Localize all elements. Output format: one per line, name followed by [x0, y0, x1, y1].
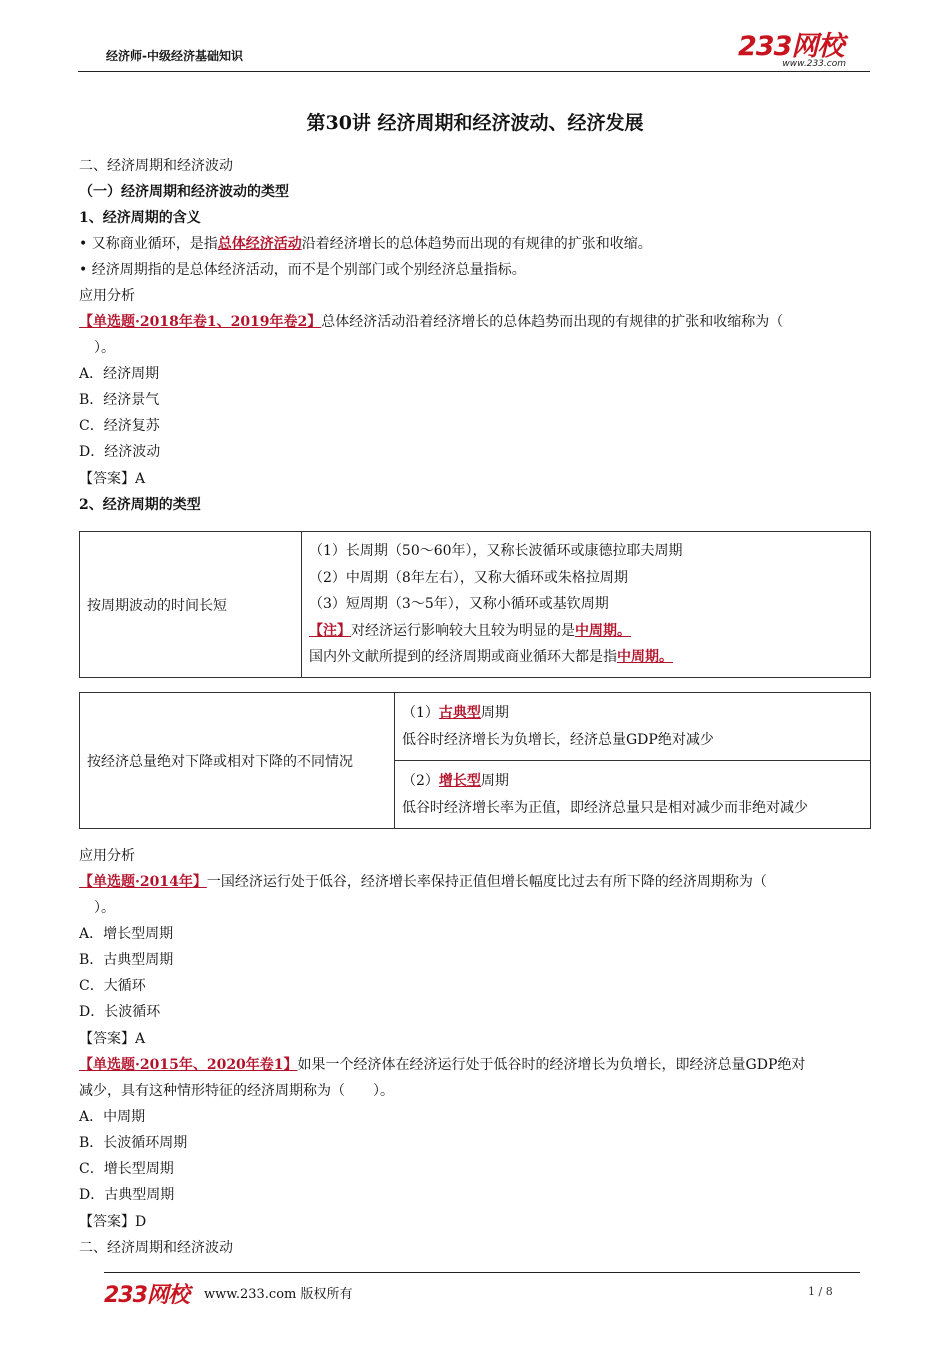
bullet-2: • 经济周期指的是总体经济活动，而不是个别部门或个别经济总量指标。 [79, 262, 526, 278]
page-number: 1 / 8 [808, 1285, 833, 1298]
growth-highlight: 增长型 [438, 773, 481, 789]
question-1-text: 总体经济活动沿着经济增长的总体趋势而出现的有规律的扩张和收缩称为（ [321, 314, 784, 330]
note-tag: 【注】 [309, 622, 351, 639]
section-heading: 二、经济周期和经济波动 [79, 1240, 233, 1256]
cycle-type-table [79, 692, 871, 829]
question-2-option: A．增长型周期 [79, 926, 174, 942]
cycle-num: （1） [402, 705, 439, 721]
question-3-stem-end: 减少，具有这种情形特征的经济周期称为（ ）。 [79, 1083, 394, 1099]
section-heading: 二、经济周期和经济波动 [79, 158, 233, 174]
cycle-word: 周期 [480, 705, 509, 721]
table-label: 按经济总量绝对下降或相对下降的不同情况 [87, 753, 353, 770]
table-content-cell [302, 532, 871, 678]
bullet-1-post: 沿着经济增长的总体趋势而出现的有规律的扩张和收缩。 [301, 236, 652, 252]
question-1-option: A．经济周期 [79, 366, 160, 382]
page-title: 第30讲 经济周期和经济波动、经济发展 [306, 112, 644, 134]
analysis-label: 应用分析 [79, 288, 135, 304]
question-1-stem [79, 313, 783, 331]
note-highlight: 中周期。 [575, 622, 631, 639]
question-3-tag[interactable]: 【单选题·2015年、2020年卷1】 [79, 1057, 298, 1073]
question-2-option: D．长波循环 [79, 1004, 161, 1020]
table-note [309, 618, 863, 645]
logo-url: www.233.com [782, 59, 846, 69]
question-3-option: C．增长型周期 [79, 1161, 174, 1177]
bullet-1 [79, 235, 652, 253]
subsection-heading: （一）经济周期和经济波动的类型 [79, 184, 289, 200]
table-line: （3）短周期（3～5年），又称小循环或基钦周期 [309, 596, 609, 613]
cycle-num: （2） [402, 773, 439, 789]
question-3-option: B．长波循环周期 [79, 1135, 188, 1151]
question-3-option: A．中周期 [79, 1109, 146, 1125]
point-heading: 2、经济周期的类型 [79, 497, 201, 513]
question-2-option: B．古典型周期 [79, 952, 174, 968]
question-1-stem-end: ）。 [94, 340, 115, 356]
question-2-stem [79, 873, 767, 891]
question-1-option: C．经济复苏 [79, 418, 160, 434]
point-heading: 1、经济周期的含义 [79, 210, 201, 226]
question-2-option: C．大循环 [79, 978, 146, 994]
header-course-title: 经济师-中级经济基础知识 [106, 49, 243, 63]
footer-logo[interactable]: 233网校 [104, 1283, 189, 1308]
cycle-type-desc: 低谷时经济增长为负增长，经济总量GDP绝对减少 [402, 731, 714, 748]
question-3-option: D．古典型周期 [79, 1187, 175, 1203]
classic-highlight: 古典型 [438, 705, 481, 721]
footer-divider [104, 1272, 860, 1273]
note-2-text: 国内外文献所提到的经济周期或商业循环大都是指 [309, 649, 617, 666]
question-1-option: B．经济景气 [79, 392, 160, 408]
question-3-answer: 【答案】D [79, 1214, 147, 1230]
table-note-2 [309, 644, 863, 671]
table-content-cell [395, 761, 871, 829]
table-label-cell [80, 693, 395, 829]
cycle-type-classic [402, 700, 863, 727]
note-text: 对经济运行影响较大且较为明显的是 [351, 622, 575, 639]
question-1-answer: 【答案】A [79, 471, 146, 487]
footer-copyright: www.233.com 版权所有 [204, 1287, 353, 1302]
cycle-length-table [79, 531, 871, 678]
brand-logo[interactable] [738, 32, 850, 72]
note-2-highlight: 中周期。 [617, 649, 673, 666]
table-line: （1）长周期（50～60年），又称长波循环或康德拉耶夫周期 [309, 543, 683, 560]
question-2-text: 一国经济运行处于低谷，经济增长率保持正值但增长幅度比过去有所下降的经济周期称为（ [206, 874, 767, 890]
question-3-text: 如果一个经济体在经济运行处于低谷时的经济增长为负增长，即经济总量GDP绝对 [297, 1057, 806, 1073]
cycle-type-growth [402, 768, 863, 795]
bullet-1-pre: • 又称商业循环，是指 [79, 236, 218, 252]
highlight-term: 总体经济活动 [217, 236, 302, 252]
question-1-tag[interactable]: 【单选题·2018年卷1、2019年卷2】 [79, 314, 322, 330]
analysis-label: 应用分析 [79, 848, 135, 864]
cycle-type-desc: 低谷时经济增长率为正值，即经济总量只是相对减少而非绝对减少 [402, 799, 808, 816]
table-line: （2）中周期（8年左右），又称大循环或朱格拉周期 [309, 569, 628, 586]
cycle-word: 周期 [480, 773, 509, 789]
question-2-answer: 【答案】A [79, 1031, 146, 1047]
question-2-stem-end: ）。 [94, 900, 115, 916]
header-divider [78, 71, 870, 72]
table-content-cell [395, 693, 871, 761]
table-label-cell [80, 532, 302, 678]
question-3-stem [79, 1056, 805, 1074]
table-label: 按周期波动的时间长短 [87, 597, 227, 614]
logo-text: 233网校 [738, 31, 844, 62]
question-1-option: D．经济波动 [79, 444, 161, 460]
question-2-tag[interactable]: 【单选题·2014年】 [79, 874, 207, 890]
